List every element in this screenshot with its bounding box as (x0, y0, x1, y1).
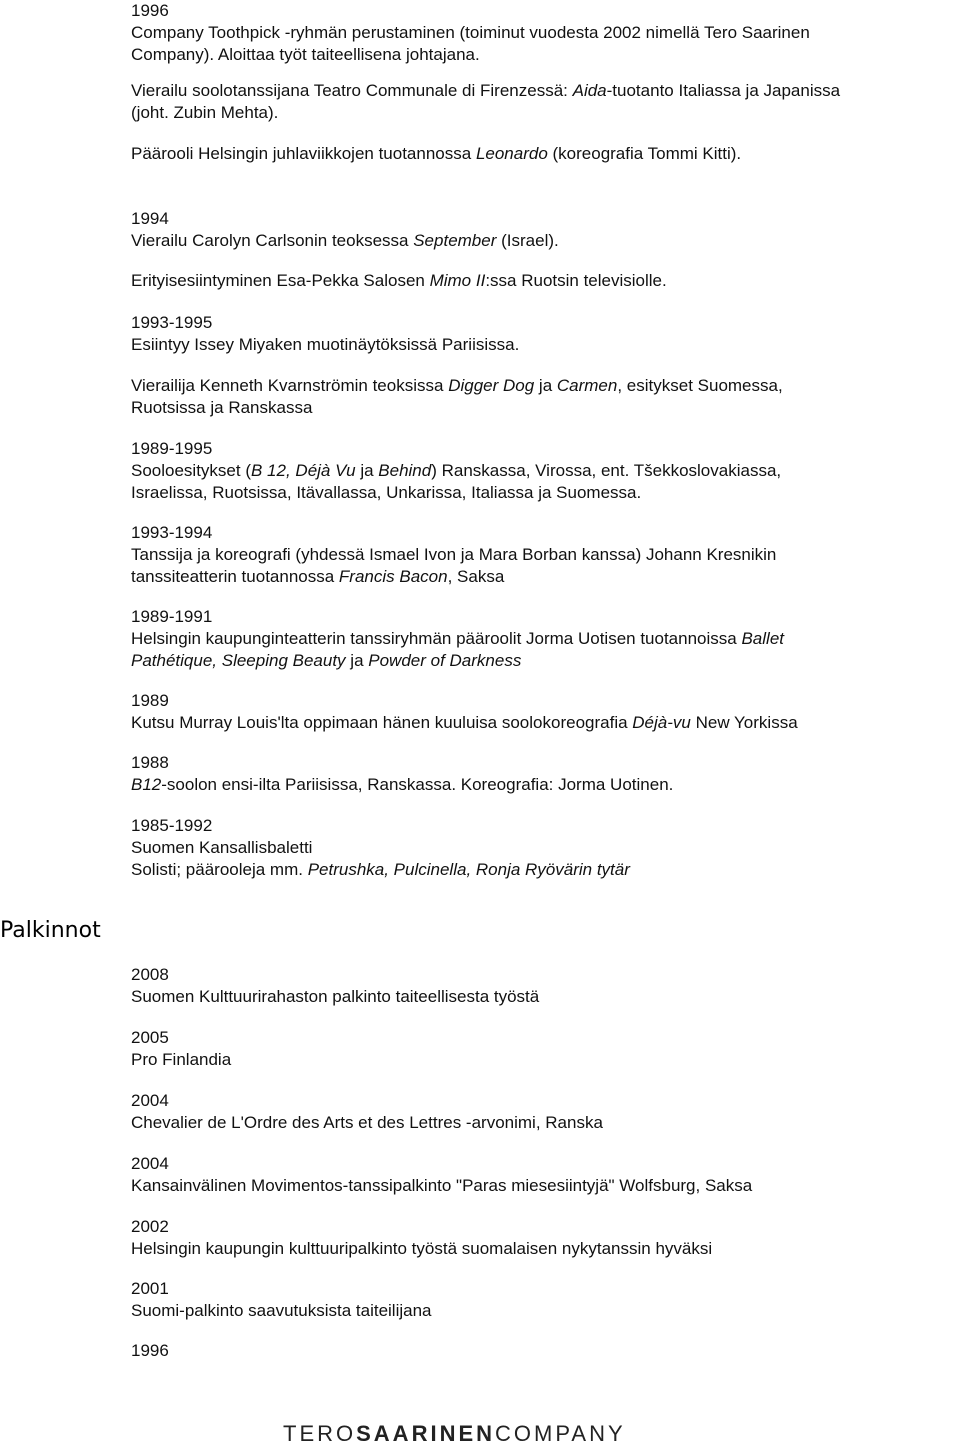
career-entry (131, 606, 784, 672)
award-text: Suomi-palkinto saavutuksista taiteilijana (131, 1301, 432, 1320)
entry-line (131, 143, 741, 165)
work-title: Déjà-vu (632, 713, 691, 732)
text-segment: Solisti; päärooleja mm. (131, 860, 308, 879)
text-segment: Kutsu Murray Louis'lta oppimaan hänen kuuluisa soolokoreografia (131, 713, 633, 732)
logo-saarinen: SAARINEN (356, 1421, 496, 1446)
work-title: Francis Bacon (338, 567, 448, 586)
entry-year: 1993-1995 (131, 313, 213, 332)
text-segment: Tanssija ja koreografi (yhdessä Ismael Ivon ja Mara Borban kanssa) Johann Kresnikin (131, 545, 777, 564)
work-title: Behind (378, 461, 432, 480)
award-year: 2004 (131, 1091, 169, 1110)
career-entry (131, 375, 783, 419)
text-segment: :ssa Ruotsin televisiolle. (485, 271, 667, 290)
entry-line (131, 80, 840, 102)
award-text: Pro Finlandia (131, 1050, 232, 1069)
entry-line (131, 102, 840, 124)
work-title: Powder of Darkness (368, 651, 522, 670)
entry-line (131, 482, 781, 504)
entry-year: 1985-1992 (131, 816, 213, 835)
work-title: Petrushka, Pulcinella, Ronja Ryövärin tytär (307, 860, 630, 879)
work-title: Aida (572, 81, 607, 100)
text-segment: ja (355, 461, 379, 480)
entry-line (131, 628, 784, 650)
entry-line (131, 650, 784, 672)
company-logo (283, 1421, 626, 1447)
entry-line (131, 44, 810, 66)
text-segment: (joht. Zubin Mehta). (131, 103, 279, 122)
award-entry (131, 1340, 169, 1362)
text-segment: ja (345, 651, 369, 670)
entry-year: 1989-1991 (131, 607, 213, 626)
career-entry (131, 270, 667, 292)
logo-company: COMPANY (495, 1421, 626, 1446)
text-segment: Ruotsissa ja Ranskassa (131, 398, 313, 417)
work-title: Digger Dog (448, 376, 535, 395)
entry-line (131, 837, 630, 859)
award-text: Chevalier de L'Ordre des Arts et des Lettres -arvonimi, Ranska (131, 1113, 603, 1132)
career-entry (131, 690, 798, 734)
award-entry (131, 1090, 603, 1134)
work-title: B 12, Déjà Vu (251, 461, 356, 480)
text-segment: Esiintyy Issey Miyaken muotinäytöksissä Pariisissa. (131, 335, 520, 354)
entry-line (131, 270, 667, 292)
award-text: Suomen Kulttuurirahaston palkinto taiteellisesta työstä (131, 987, 540, 1006)
entry-line (131, 566, 776, 588)
entry-line (131, 544, 776, 566)
work-title: September (413, 231, 497, 250)
award-text: Kansainvälinen Movimentos-tanssipalkinto "Paras miesesiintyjä" Wolfsburg, Saksa (131, 1176, 753, 1195)
text-segment: Helsingin kaupunginteatterin tanssiryhmän pääroolit Jorma Uotisen tuotannoissa (131, 629, 742, 648)
work-title: Carmen (556, 376, 618, 395)
entry-line (131, 397, 783, 419)
award-entry (131, 1216, 712, 1260)
entry-line (131, 712, 798, 734)
text-segment: , esitykset Suomessa, (617, 376, 783, 395)
text-segment: Company Toothpick -ryhmän perustaminen (toiminut vuodesta 2002 nimellä Tero Saarinen (131, 23, 810, 42)
text-segment: ) Ranskassa, Virossa, ent. Tšekkoslovakiassa, (431, 461, 782, 480)
award-year: 2005 (131, 1028, 169, 1047)
award-entry (131, 1027, 231, 1071)
logo-tero: TERO (283, 1421, 357, 1446)
career-entry (131, 80, 840, 124)
award-entry (131, 1153, 752, 1197)
text-segment: Company). Aloittaa työt taiteellisena johtajana. (131, 45, 480, 64)
award-year: 2008 (131, 965, 169, 984)
entry-year: 1996 (131, 1, 169, 20)
work-title: Pathétique, Sleeping Beauty (131, 651, 346, 670)
text-segment: Vierailu soolotanssijana Teatro Communale di Firenzessä: (131, 81, 573, 100)
text-segment: tanssiteatterin tuotannossa (131, 567, 339, 586)
entry-year: 1988 (131, 753, 169, 772)
text-segment: -soolon ensi-ilta Pariisissa, Ranskassa. Koreografia: Jorma Uotinen. (161, 775, 674, 794)
entry-year: 1989 (131, 691, 169, 710)
work-title: Ballet (741, 629, 784, 648)
career-entry (131, 752, 673, 796)
entry-year: 1989-1995 (131, 439, 213, 458)
award-year: 2001 (131, 1279, 169, 1298)
career-entry (131, 522, 776, 588)
text-segment: Erityisesiintyminen Esa-Pekka Salosen (131, 271, 430, 290)
career-entry (131, 208, 559, 252)
text-segment: ja (534, 376, 557, 395)
text-segment: Vierailija Kenneth Kvarnströmin teoksissa (131, 376, 449, 395)
career-entry (131, 143, 741, 165)
entry-line (131, 230, 559, 252)
awards-heading: Palkinnot (0, 918, 101, 943)
entry-line (131, 859, 630, 881)
award-year: 1996 (131, 1341, 169, 1360)
text-segment: New Yorkissa (690, 713, 798, 732)
award-entry (131, 1278, 432, 1322)
award-year: 2002 (131, 1217, 169, 1236)
entry-line (131, 334, 519, 356)
text-segment: -tuotanto Italiassa ja Japanissa (606, 81, 841, 100)
text-segment: Sooloesitykset ( (131, 461, 251, 480)
entry-line (131, 460, 781, 482)
career-entry (131, 312, 519, 356)
entry-year: 1993-1994 (131, 523, 213, 542)
text-segment: (Israel). (496, 231, 559, 250)
entry-year: 1994 (131, 209, 169, 228)
text-segment: , Saksa (447, 567, 505, 586)
work-title: Leonardo (475, 144, 548, 163)
text-segment: Israelissa, Ruotsissa, Itävallassa, Unkarissa, Italiassa ja Suomessa. (131, 483, 642, 502)
work-title: B12 (131, 775, 162, 794)
career-entry (131, 438, 781, 504)
career-entry (131, 815, 630, 881)
entry-line (131, 774, 673, 796)
text-segment: (koreografia Tommi Kitti). (547, 144, 742, 163)
work-title: Mimo II (429, 271, 486, 290)
award-text: Helsingin kaupungin kulttuuripalkinto työstä suomalaisen nykytanssin hyväksi (131, 1239, 713, 1258)
career-entry (131, 0, 810, 66)
text-segment: Päärooli Helsingin juhlaviikkojen tuotannossa (131, 144, 476, 163)
award-entry (131, 964, 539, 1008)
text-segment: Vierailu Carolyn Carlsonin teoksessa (131, 231, 414, 250)
text-segment: Suomen Kansallisbaletti (131, 838, 313, 857)
entry-line (131, 375, 783, 397)
award-year: 2004 (131, 1154, 169, 1173)
entry-line (131, 22, 810, 44)
